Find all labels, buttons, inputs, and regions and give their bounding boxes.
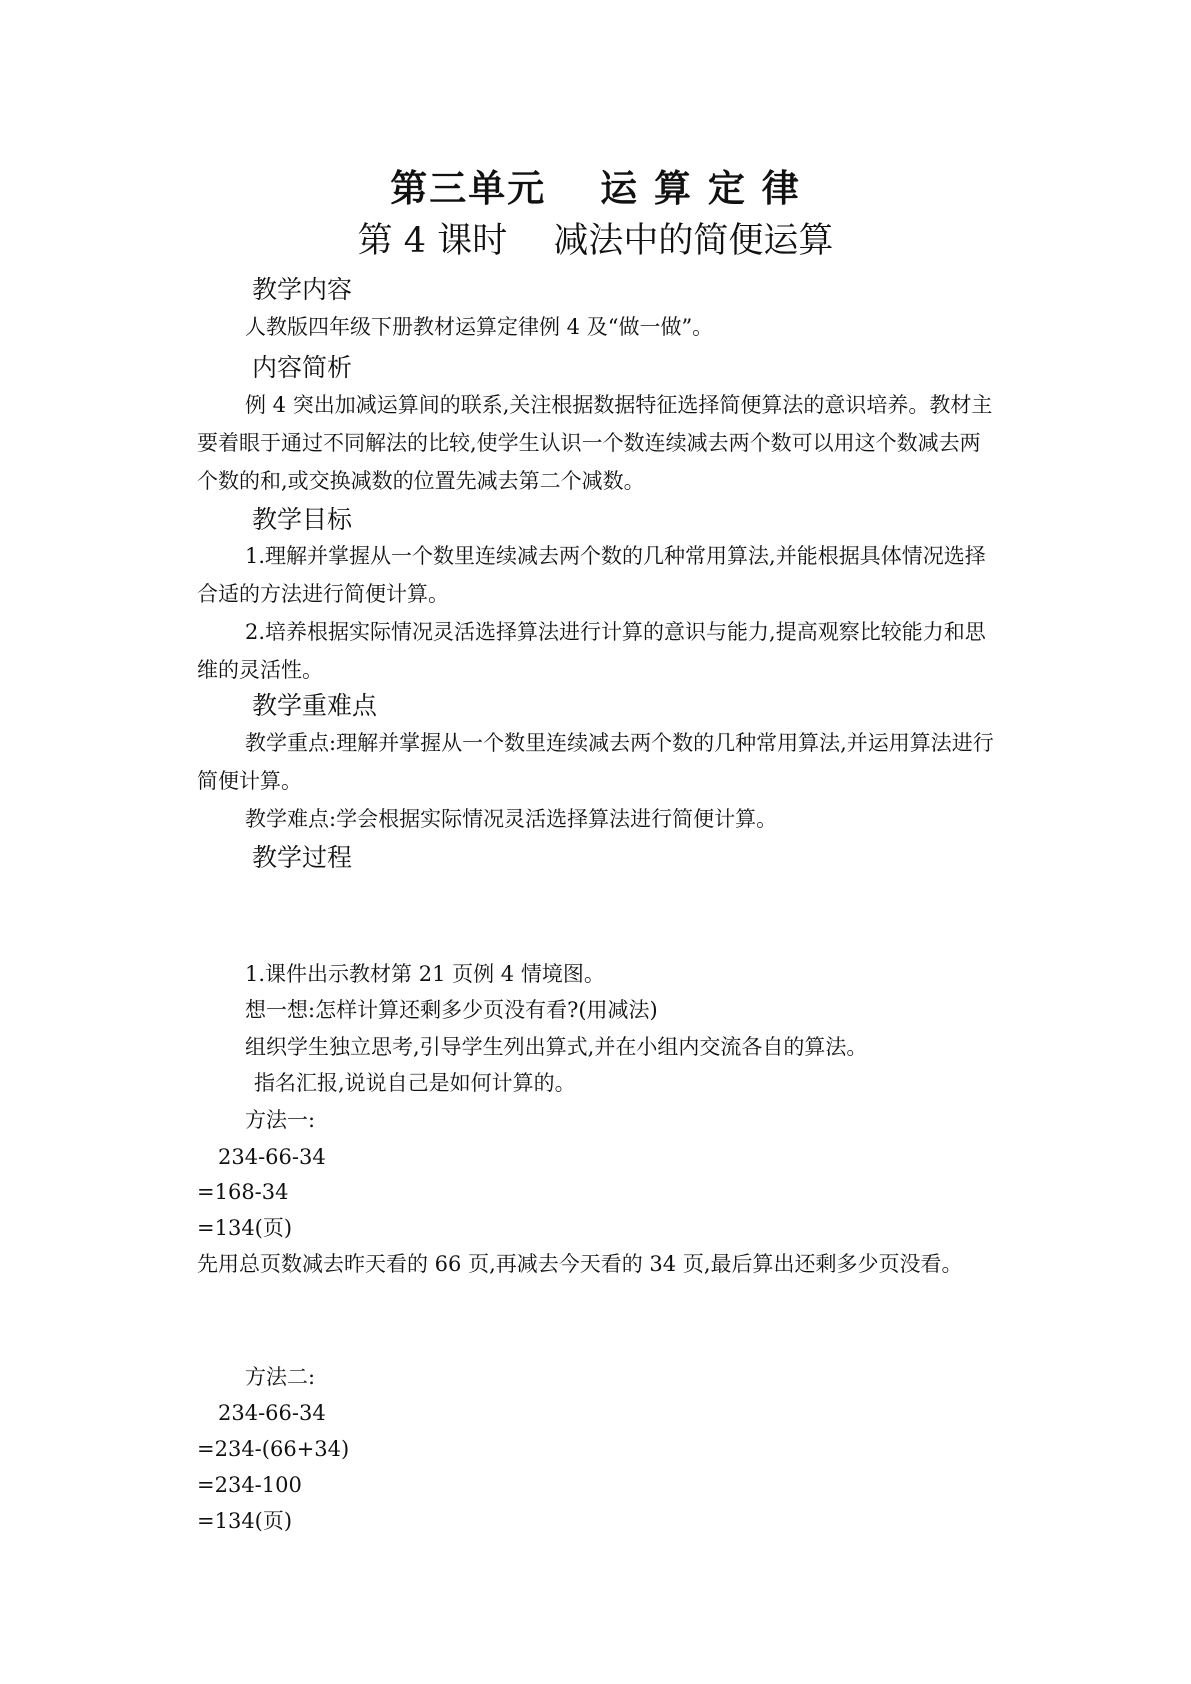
goal-2-text: 2.培养根据实际情况灵活选择算法进行计算的意识与能力,提高观察比较能力和思维的灵活性。 bbox=[197, 620, 986, 682]
method-1-line-3: =134(页) bbox=[197, 1216, 293, 1240]
process-organize: 组织学生独立思考,引导学生列出算式,并在小组内交流各自的算法。 bbox=[245, 1035, 868, 1059]
method-1-line-1: 234-66-34 bbox=[218, 1145, 326, 1169]
method-2-label: 方法二: bbox=[245, 1365, 316, 1389]
content-text: 人教版四年级下册教材运算定律例 4 及“做一做”。 bbox=[245, 315, 714, 339]
section-heading-key-points: 教学重难点 bbox=[252, 691, 378, 720]
method-2-line-3: =234-100 bbox=[197, 1473, 302, 1497]
lesson-title: 第 4 课时 减法中的简便运算 bbox=[357, 221, 834, 261]
goal-1-text: 1.理解并掌握从一个数里连续减去两个数的几种常用算法,并能根据具体情况选择合适的方法进行简便计算。 bbox=[197, 544, 986, 606]
method-2-line-1: 234-66-34 bbox=[218, 1401, 326, 1425]
method-1-explanation: 先用总页数减去昨天看的 66 页,再减去今天看的 34 页,最后算出还剩多少页没看。 bbox=[197, 1252, 963, 1276]
unit-title: 第三单元 运 算 定 律 bbox=[390, 167, 801, 210]
key-point-text: 教学重点:理解并掌握从一个数里连续减去两个数的几种常用算法,并运用算法进行简便计算。 bbox=[197, 731, 994, 793]
analysis-text: 例 4 突出加减运算间的联系,关注根据数据特征选择简便算法的意识培养。教材主要着眼于通过不同解法的比较,使学生认识一个数连续减去两个数可以用这个数减去两个数的和,或交换减数的位置先减去第二个减数。 bbox=[197, 393, 993, 493]
difficult-point-text: 教学难点:学会根据实际情况灵活选择算法进行简便计算。 bbox=[245, 807, 778, 831]
section-heading-goals: 教学目标 bbox=[252, 505, 353, 534]
method-1-line-2: =168-34 bbox=[197, 1180, 289, 1204]
section-heading-content: 教学内容 bbox=[252, 275, 353, 304]
method-2-line-4: =134(页) bbox=[197, 1509, 293, 1533]
process-report: 指名汇报,说说自己是如何计算的。 bbox=[254, 1071, 576, 1095]
process-think: 想一想:怎样计算还剩多少页没有看?(用减法) bbox=[245, 998, 658, 1022]
section-heading-analysis: 内容简析 bbox=[252, 353, 353, 382]
process-step-1: 1.课件出示教材第 21 页例 4 情境图。 bbox=[245, 962, 605, 986]
section-heading-process: 教学过程 bbox=[252, 843, 353, 872]
method-1-label: 方法一: bbox=[245, 1108, 316, 1132]
method-2-line-2: =234-(66+34) bbox=[197, 1437, 350, 1461]
